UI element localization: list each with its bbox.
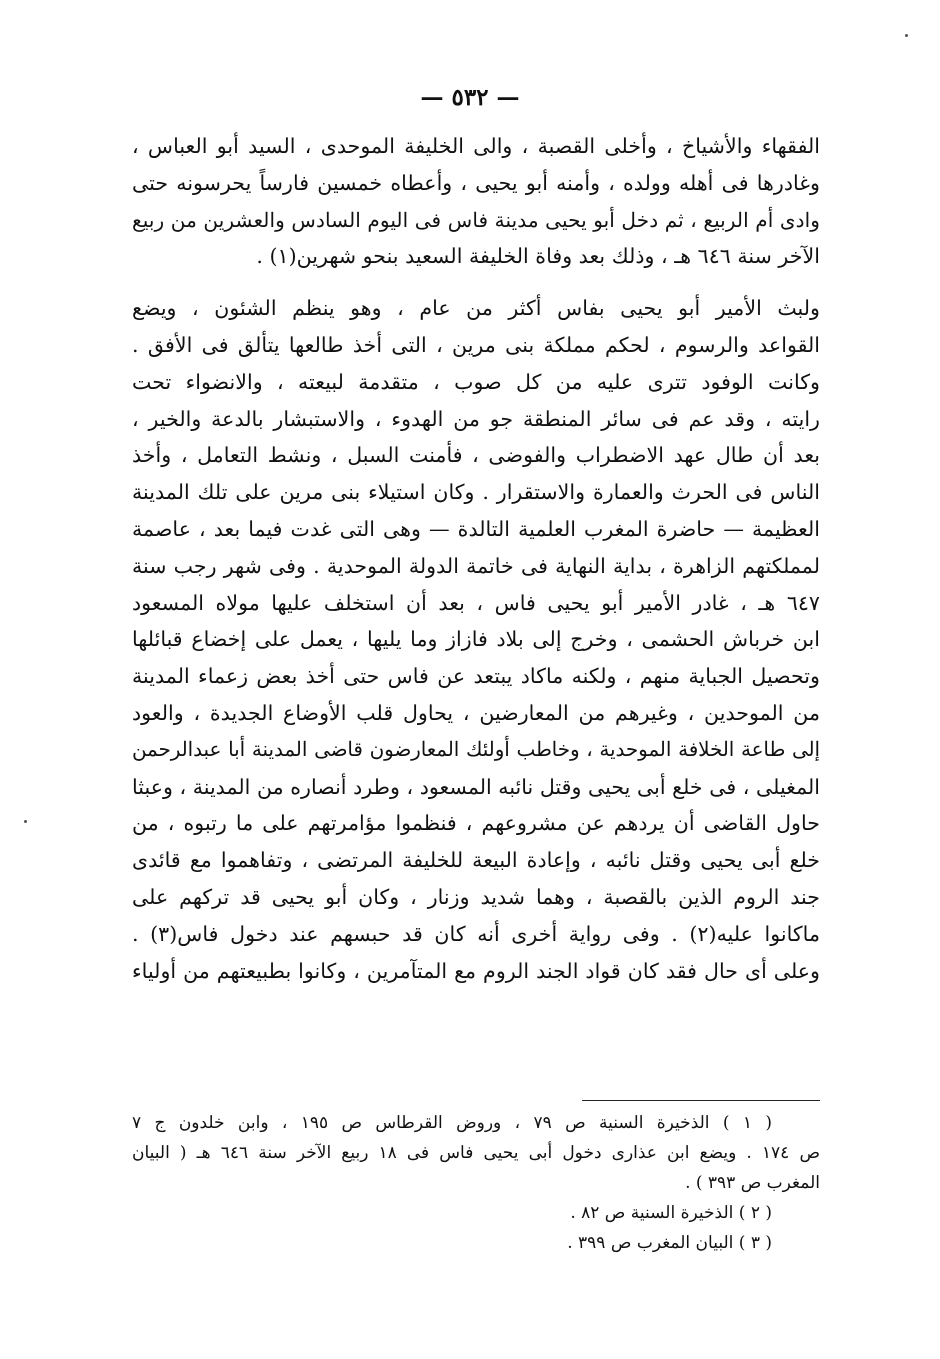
text-line: الفقهاء والأشياخ ، وأخلى القصبة ، والى الخليفة الموحدى ، السيد أبو العباس ، — [132, 134, 820, 158]
footnote-line: المغرب ص ٣٩٣ ) . — [685, 1173, 820, 1193]
text-line: من الموحدين ، وغيرهم من المعارضين ، يحاول قلب الأوضاع الجديدة ، والعود — [132, 700, 820, 725]
text-line: الناس فى الحرث والعمارة والاستقرار . وكان استيلاء بنى مرين على تلك المدينة — [132, 480, 820, 505]
footnote-2 — [132, 1198, 820, 1228]
text-line: القواعد والرسوم ، لحكم مملكة بنى مرين ، التى أخذ طالعها يتألق فى الأفق . — [132, 332, 820, 357]
text-line: وادى أم الربيع ، ثم دخل أبو يحيى مدينة فاس فى اليوم السادس والعشرين من ربيع — [132, 207, 820, 232]
text-line: رايته ، وقد عم فى سائر المنطقة جو من الهدوء ، والاستبشار بالدعة والخير ، — [132, 406, 820, 431]
text-line: العظيمة — حاضرة المغرب العلمية التالدة — وهى التى غدت فيما بعد ، عاصمة — [132, 516, 820, 541]
footnote-line: ( ١ ) الذخيرة السنية ص ٧٩ ، وروض القرطاس ص ١٩٥ ، وابن خلدون ج ٧ — [132, 1113, 772, 1133]
paragraph-2 — [132, 290, 820, 989]
text-line: ماكانوا عليه(٢) . وفى رواية أخرى أنه كان قد حبسهم عند دخول فاس(٣) . — [132, 921, 820, 946]
text-line: خلع أبى يحيى وقتل نائبه ، وإعادة البيعة للخليفة المرتضى ، وتفاهموا مع قائدى — [132, 848, 820, 873]
text-line: حاول القاضى أن يردهم عن مشروعهم ، فنظموا مؤامرتهم على ما رتبوه ، من — [132, 811, 820, 836]
main-text — [132, 128, 820, 989]
footnote-1 — [132, 1108, 820, 1198]
text-line: وغادرها فى أهله وولده ، وأمنه أبو يحيى ، وأعطاه خمسين فارساً يحرسونه حتى — [132, 170, 820, 195]
text-line: جند الروم الذين بالقصبة ، وهما شديد وزنار ، وكان أبو يحيى قد تركهم على — [132, 884, 820, 909]
text-line: وتحصيل الجباية منهم ، ولكنه ماكاد يبتعد عن فاس حتى أخذ بعض زعماء المدينة — [132, 664, 820, 689]
scan-speck — [905, 34, 908, 37]
text-line: المغيلى ، فى خلع أبى يحيى وقتل نائبه المسعود ، وطرد أنصاره من المدينة ، وعبثا — [132, 774, 820, 799]
text-line: بعد أن طال عهد الاضطراب والفوضى ، فأمنت السبل ، ونشط التعامل ، وأخذ — [132, 443, 820, 468]
text-line: ولبث الأمير أبو يحيى بفاس أكثر من عام ، وهو ينظم الشئون ، ويضع — [132, 296, 820, 321]
text-line: وعلى أى حال فقد كان قواد الجند الروم مع المتآمرين ، وكانوا بطبيعتهم من أولياء — [132, 958, 820, 983]
footnote-line: ص ١٧٤ . ويضع ابن عذارى دخول أبى يحيى فاس فى ١٨ ربيع الآخر سنة ٦٤٦ هـ ( البيان — [132, 1143, 820, 1163]
footnotes — [132, 1108, 820, 1258]
footnote-line: ( ٢ ) الذخيرة السنية ص ٨٢ . — [570, 1203, 772, 1223]
text-line: ابن خرباش الحشمى ، وخرج إلى بلاد فازاز وما يليها ، يعمل على إخضاع قبائلها — [132, 627, 820, 652]
text-line: وكانت الوفود تترى عليه من كل صوب ، متقدمة لبيعته ، والانضواء تحت — [132, 369, 820, 394]
scan-speck — [24, 820, 27, 823]
footnote-separator — [582, 1100, 820, 1101]
text-line: ٦٤٧ هـ ، غادر الأمير أبو يحيى فاس ، بعد أن استخلف عليها مولاه المسعود — [132, 590, 820, 615]
text-line: الآخر سنة ٦٤٦ هـ ، وذلك بعد وفاة الخليفة السعيد بنحو شهرين(١) . — [256, 244, 820, 269]
footnote-3 — [132, 1228, 820, 1258]
footnote-line: ( ٣ ) البيان المغرب ص ٣٩٩ . — [567, 1233, 772, 1253]
text-line: إلى طاعة الخلافة الموحدية ، وخاطب أولئك المعارضون قاضى المدينة أبا عبدالرحمن — [132, 737, 820, 761]
paragraph-1 — [132, 128, 820, 275]
text-line: لمملكتهم الزاهرة ، بداية النهاية فى خاتمة الدولة الموحدية . وفى شهر رجب سنة — [132, 553, 820, 578]
paragraph-gap — [132, 275, 820, 290]
page-number: — ٥٣٢ — — [420, 84, 520, 111]
